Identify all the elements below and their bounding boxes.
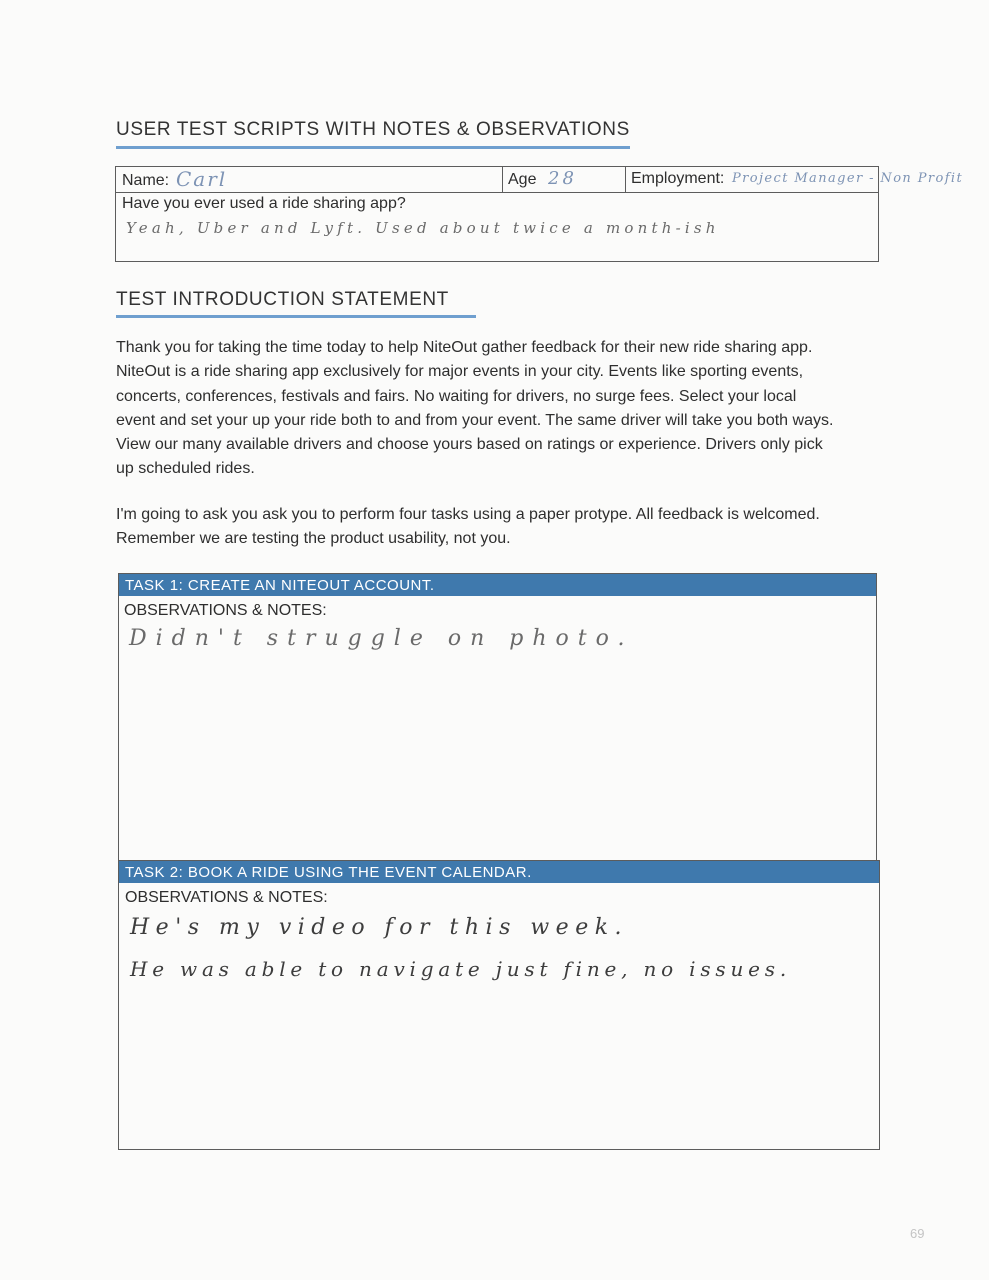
intro-heading-underline [116, 315, 476, 318]
task-2-notes-label: OBSERVATIONS & NOTES: [125, 889, 328, 906]
instructions-paragraph [116, 503, 886, 552]
task-1-box [118, 573, 877, 861]
task-1-notes-label: OBSERVATIONS & NOTES: [124, 602, 327, 619]
intro-line: event and set your up your ride both to and from your event. The same driver will take you both ways. [116, 411, 834, 429]
age-value: 28 [548, 168, 577, 189]
page-number: 69 [910, 1226, 925, 1241]
intro-line: up scheduled rides. [116, 460, 255, 478]
task-1-title: TASK 1: CREATE AN NITEOUT ACCOUNT. [119, 574, 876, 596]
intro-line: View our many available drivers and choose yours based on ratings or experience. Drivers only pick [116, 436, 823, 454]
task-1-note: Didn't struggle on photo. [129, 626, 634, 651]
column-divider [625, 167, 626, 192]
name-label: Name: [122, 172, 170, 189]
intro-line: Thank you for taking the time today to help NiteOut gather feedback for their new ride sharing app. [116, 339, 813, 356]
instructions-line: I'm going to ask you ask you to perform four tasks using a paper protype. All feedback is welcomed. [116, 506, 820, 523]
age-label: Age [508, 171, 537, 188]
task-2-note: He was able to navigate just fine, no issues. [130, 957, 792, 981]
row-divider [116, 192, 878, 193]
intro-heading: TEST INTRODUCTION STATEMENT [116, 289, 449, 310]
task-2-note: He's my video for this week. [130, 915, 629, 940]
name-value: Carl [176, 167, 228, 191]
intro-line: NiteOut is a ride sharing app exclusively for major events in your city. Events like sporting events, [116, 363, 804, 381]
page-title: USER TEST SCRIPTS WITH NOTES & OBSERVATIONS [116, 119, 630, 140]
task-2-title: TASK 2: BOOK A RIDE USING THE EVENT CALENDAR. [119, 861, 879, 883]
participant-info-box [115, 166, 964, 262]
employment-label: Employment: [631, 170, 725, 187]
ride-sharing-question: Have you ever used a ride sharing app? [122, 195, 406, 212]
employment-value: Project Manager - Non Profit [732, 171, 964, 186]
column-divider [502, 167, 503, 192]
ride-sharing-answer: Yeah, Uber and Lyft. Used about twice a month-ish [126, 219, 720, 237]
page-title-underline [116, 146, 630, 149]
intro-line: concerts, conferences, festivals and fairs. No waiting for drivers, no surge fees. Select your local [116, 387, 797, 405]
intro-paragraph [116, 336, 886, 482]
task-2-box [118, 860, 880, 1150]
instructions-line: Remember we are testing the product usability, not you. [116, 530, 511, 548]
